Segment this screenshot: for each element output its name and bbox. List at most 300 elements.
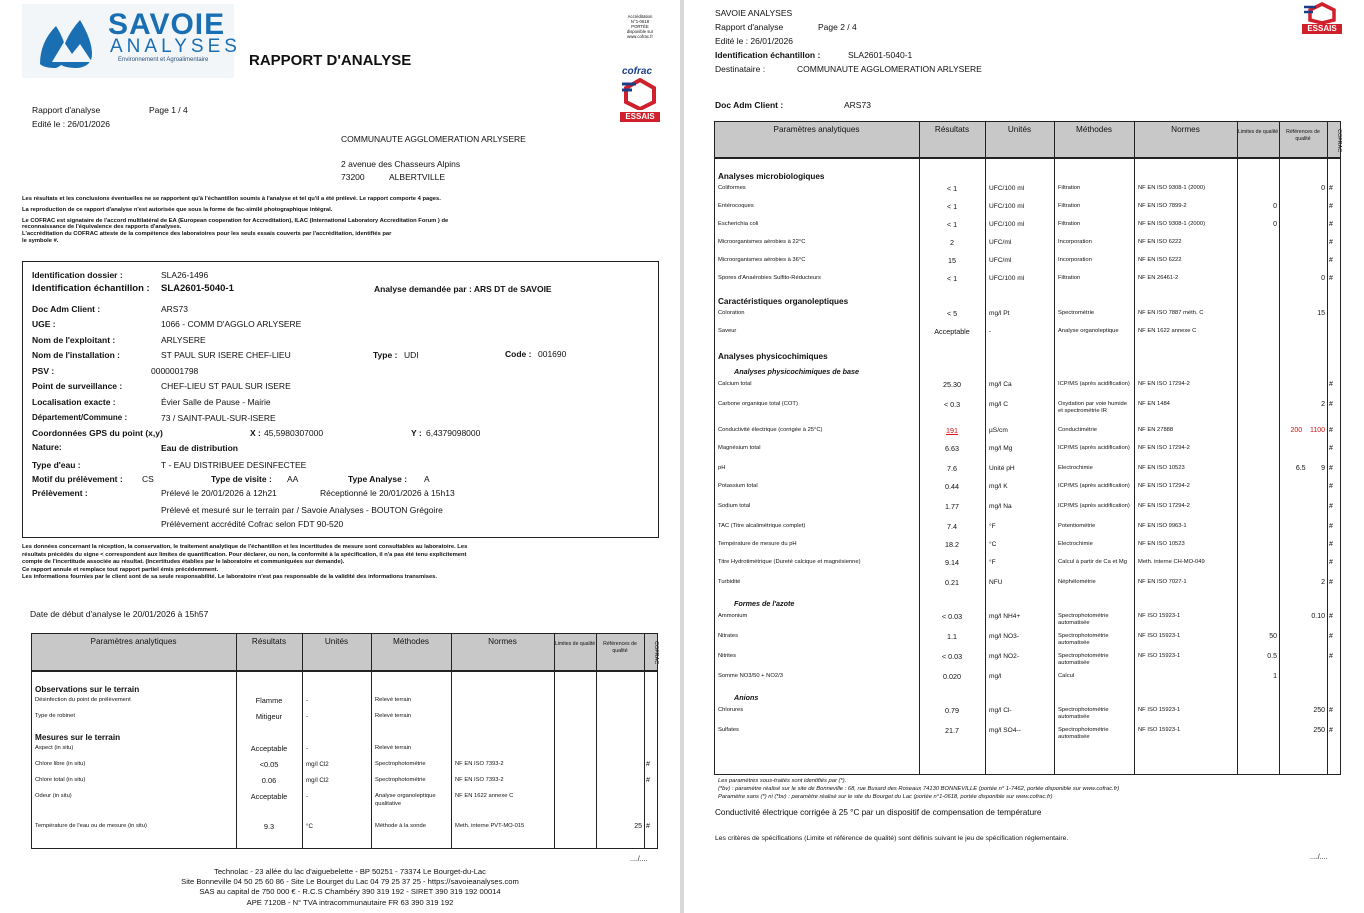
cell-r: 15 [948,256,956,265]
report-title: RAPPORT D'ANALYSE [249,52,412,69]
cell-p: Coloration [718,310,745,316]
column-divider [596,633,597,849]
psv-value: 0000001798 [151,366,199,376]
cell-n: NF EN ISO 9308-1 (2000) [1138,221,1206,227]
motif-value: CS [142,474,154,484]
localisation-value: Évier Salle de Pause - Mairie [161,397,271,407]
exploitant-value: ARLYSERE [161,335,206,345]
cell-p: Nitrates [718,633,738,639]
cell-c: # [646,823,650,830]
cell-c: # [1329,381,1333,388]
cell-p: Magnésium total [718,445,761,451]
water-drop-logo-icon [36,12,110,72]
cell-m: Spectrométrie [1058,310,1095,316]
code-label: Code : [505,349,532,359]
installation-label: Nom de l'installation : [32,350,120,360]
column-header: Unités [324,637,349,646]
cell-n: NF ISO 15923-1 [1138,613,1181,619]
cell-n: NF EN ISO 9308-1 (2000) [1138,185,1206,191]
cell-u: NFU [989,579,1003,586]
cell-ref: 2 [1321,579,1325,586]
column-divider [451,633,452,849]
cell-c: # [1329,633,1333,640]
section-subtitle: Formes de l'azote [734,599,795,608]
column-divider [644,633,645,849]
column-header: Unités [1007,125,1032,134]
cell-ref: 250 [1313,707,1325,714]
gps-label: Coordonnées GPS du point (x,y) [32,428,163,438]
visite-value: AA [287,474,299,484]
cell-u: mg/l Cl2 [306,761,329,768]
gps-y-label: Y : [411,428,422,438]
motif-label: Motif du prélèvement : [32,474,123,484]
column-header: Références de qualité [603,641,637,654]
receptionne-le: Réceptionné le 20/01/2026 à 15h13 [320,488,455,498]
cell-u: °F [989,559,996,566]
type-eau-label: Type d'eau : [32,460,81,470]
cell-m: Spectrophotométrie [375,761,426,767]
cell-r: 0.44 [945,482,959,491]
cell-c: # [1329,275,1333,282]
cell-l: 1 [1273,673,1277,680]
cell-n: NF EN ISO 9963-1 [1138,523,1187,529]
preleve-par: Prélevé et mesuré sur le terrain par / Savoie Analyses - BOUTON Grégoire [161,505,443,515]
cell-c: # [1329,523,1333,530]
section-title: Mesures sur le terrain [35,733,121,742]
cell-n: NF EN ISO 10523 [1138,541,1185,547]
cell-u: - [306,745,309,752]
cell-c: # [1329,427,1333,434]
type-label: Type : [373,350,398,360]
cofrac-logo [620,66,660,126]
cell-m: Electrochimie [1058,541,1093,547]
report-label: Rapport d'analyse [32,105,101,115]
column-header: Normes [1171,125,1200,134]
cell-m: Relevé terrain [375,745,412,751]
cell-u: - [306,713,309,720]
cofrac-hexagon-icon [622,78,658,110]
analysis-start-date: Date de début d'analyse le 20/01/2026 à 15h57 [30,609,209,619]
cell-p: Saveur [718,328,737,334]
cell-p: Microorganismes aérobies à 36°C [718,257,806,263]
conductivity-note: Conductivité électrique corrigée à 25 °C par un dispositif de compensation de température [715,808,1042,817]
cell-m: Filtration [1058,275,1081,281]
cell-m: Relevé terrain [375,697,412,703]
cell-c: # [1329,221,1333,228]
header-divider [31,671,658,672]
column-divider [554,633,555,849]
cell-m: Filtration [1058,221,1081,227]
gps-y-value: 6,4379098000 [426,428,481,438]
cell-u: UFC/100 ml [989,221,1025,228]
cell-r: 0.79 [945,706,959,715]
cell-r: < 1 [946,274,958,283]
cell-m: Conductimétrie [1058,427,1097,433]
echantillon-label: Identification échantillon : [32,283,150,294]
cell-p: Titre Hydrotimétrique (Dureté calcique et magnésienne) [718,559,861,565]
cell-ref: 200 1100 [1290,427,1325,434]
report-page-2 [684,0,1364,913]
column-divider [1279,121,1280,775]
p2-continue-marker: ..../.... [1310,854,1328,861]
cell-m: ICP/MS (après acidification) [1058,483,1130,489]
cell-u: °F [989,523,996,530]
cell-r: Flamme [255,696,283,705]
cell-r: Acceptable [250,792,288,801]
section-title: Observations sur le terrain [35,685,140,694]
cell-n: NF EN 1622 annexe C [1138,328,1197,334]
cell-c: # [1329,239,1333,246]
nature-value: Eau de distribution [161,443,238,453]
cell-m: Calcul à partir de Ca et Mg [1058,559,1127,565]
cell-u: mg/l Mg [989,445,1013,452]
cell-n: NF EN ISO 7887 méth. C [1138,310,1204,316]
cell-n: NF EN ISO 10523 [1138,465,1185,471]
cell-r: 21.7 [945,726,959,735]
section-title: Analyses microbiologiques [718,172,825,181]
prelevement-label: Prélèvement : [32,488,88,498]
p2-destinataire-label: Destinataire : [715,64,766,74]
cell-c: # [1329,541,1333,548]
cell-n: NF EN 27888 [1138,427,1174,433]
cell-r: 18.2 [945,540,959,549]
cell-r: < 1 [946,184,958,193]
p2-page-number: Page 2 / 4 [818,22,857,32]
cofrac-logo-text: cofrac [622,66,653,77]
column-header: Résultats [251,637,287,646]
cell-r: < 1 [946,202,958,211]
dossier-value: SLA26-1496 [161,270,209,280]
p2-edited-date: Edité le : 26/01/2026 [715,36,793,46]
cell-n: NF EN ISO 6222 [1138,239,1182,245]
cell-n: NF EN ISO 7393-2 [455,761,504,767]
recipient-postcode: 73200 [341,172,365,182]
cell-p: Aspect (in situ) [35,745,74,751]
doc-adm-value: ARS73 [161,304,188,314]
cell-ref: 0 [1321,185,1325,192]
p2-doc-adm-value: ARS73 [844,100,871,110]
cell-u: mg/l Cl2 [306,777,329,784]
lab-logo-name2: ANALYSES [110,36,241,57]
cell-u: mg/l NO3- [989,633,1020,640]
cell-l: 0 [1273,221,1277,228]
column-header: Paramètres analytiques [90,637,177,646]
cell-p: Chlorures [718,707,744,713]
cell-p: Potassium total [718,483,758,489]
cell-n: Meth. interne CH-MO-049 [1138,559,1205,565]
cell-n: NF EN 1484 [1138,401,1170,407]
cell-u: UFC/ml [989,257,1012,264]
cell-u: - [306,793,309,800]
doc-adm-label: Doc Adm Client : [32,304,101,314]
cell-c: # [1329,203,1333,210]
cell-n: NF EN ISO 17294-2 [1138,483,1190,489]
column-header: Paramètres analytiques [773,125,860,134]
cell-n: NF ISO 15923-1 [1138,653,1181,659]
p2-report-label: Rapport d'analyse [715,22,784,32]
cell-p: Type de robinet [35,713,75,719]
cell-u: mg/l Na [989,503,1012,510]
cell-c: # [1329,483,1333,490]
cell-r: Acceptable [250,744,288,753]
cell-p: TAC (Titre alcalimétrique complet) [718,523,806,529]
cell-u: mg/l Cl- [989,707,1012,714]
cell-c: # [646,777,650,784]
cell-r: 25.30 [943,380,961,389]
p2-destinataire-value: COMMUNAUTE AGGLOMERATION ARLYSERE [797,64,982,74]
cell-m: Spectrophotométrie automatisée [1058,653,1109,667]
header-divider [714,158,1341,159]
cell-p: Chlore libre (in situ) [35,761,86,767]
column-header: COFRAC [653,641,659,665]
legal-notices: Les résultats et les conclusions éventuelles ne se rapportent qu'à l'échantillon soumis à l'analyse et tel qu'il a été prélevé. Le rapport comporte 4 pages. La reproduction de ce rapport d'analyse n'est autorisée que sous la forme de fac-similé photographique intégral. Le COFRAC est signataire de l'accord multilatéral de EA (European cooperation for Accreditation), ILAC (International Laboratory Accreditation Forum ) de reconnaissance de l'équivalence des rapports d'analyses. L'accréditation du COFRAC atteste de la compétence des laboratoires pour les seuls essais couverts par l'accréditation, identifiés par le symbole #. [22,196,449,244]
cell-c: # [1329,613,1333,620]
cell-r: < 0.03 [941,612,963,621]
p2-cofrac-logo [1302,2,1342,36]
cell-m: ICP/MS (après acidification) [1058,503,1130,509]
cell-u: mg/l Pt [989,310,1010,317]
report-page-1 [0,0,680,913]
type-value: UDI [404,350,419,360]
type-analyse-value: A [424,474,430,484]
cell-n: Meth. interne PVT-MO-015 [455,823,525,829]
lab-logo-tagline: Environnement et Agroalimentaire [118,57,209,63]
cell-r: < 0.03 [941,652,963,661]
cell-l: 0.5 [1267,653,1277,660]
cell-u: - [306,697,309,704]
cell-m: Spectrophotométrie automatisée [1058,707,1109,721]
gps-x-label: X : [250,428,261,438]
cell-n: NF EN 1622 annexe C [455,793,514,799]
column-header: Méthodes [1076,125,1112,134]
column-divider [1134,121,1135,775]
cell-m: Spectrophotométrie automatisée [1058,633,1109,647]
cell-p: Nitrites [718,653,737,659]
departement-value: 73 / SAINT-PAUL-SUR-ISERE [161,413,276,423]
cell-m: Analyse organoleptique qualitative [375,793,436,807]
p2-doc-adm-label: Doc Adm Client : [715,100,784,110]
gps-x-value: 45,5980307000 [264,428,324,438]
cell-r: 7.6 [947,464,957,473]
column-header: Résultats [934,125,970,134]
lab-logo [22,4,241,78]
cell-c: # [1329,579,1333,586]
cell-m: Filtration [1058,185,1081,191]
cell-m: Méthode à la sonde [375,823,426,829]
cell-r: 1.1 [947,632,957,641]
column-divider [919,121,920,775]
cell-n: NF ISO 15923-1 [1138,633,1181,639]
p2-cofrac-hexagon-icon [1304,2,1340,24]
cell-c: # [1329,503,1333,510]
column-divider [302,633,303,849]
cell-u: UFC/100 ml [989,203,1025,210]
cell-m: Spectrophotométrie [375,777,426,783]
p2-notes: Les paramètres sous-traités sont identifiés par (*). (*bv) : paramètre réalisé sur le site de Bonneville : 68, rue Busard des Roseaux 74130 BONNEVILLE (portée n° 1-7462, portée disponible sur www.cofrac.fr) Paramètre sans (*) ni (*bv) : paramètre réalisé sur le site du Bourget du Lac (portée n°1-0618, portée disponible sur www.cofrac.fr) [718,778,1120,801]
cell-m: Spectrophotométrie automatisée [1058,727,1109,741]
page-number: Page 1 / 4 [149,105,188,115]
reception-notices: Les données concernant la réception, la conservation, le traitement analytique de l'échantillon et les incertitudes de mesure sont consultables au laboratoire. Les résultats précédés du signe < correspondent aux limites de quantification. Pour déclarer, ou non, la conformité à la spécification, il n'a pas été tenu explicitement compte de l'incertitude associée au résultat. (Incertitudes établies par le laboratoire et communiquées sur demande). Ce rapport annule et remplace tout rapport partiel émis précédemment. Les informations fournies par le client sont de sa seule responsabilité. Le laboratoire n'est pas responsable de la validité des informations transmises. [22,544,468,581]
cell-p: Microorganismes aérobies à 22°C [718,239,806,245]
cell-p: Température de mesure du pH [718,541,797,547]
cell-u: UFC/100 ml [989,275,1025,282]
cell-c: # [1329,653,1333,660]
cell-ref: 2 [1321,401,1325,408]
cell-c: # [1329,465,1333,472]
cell-u: °C [306,823,313,830]
column-divider [371,633,372,849]
cell-m: Relevé terrain [375,713,412,719]
cell-r: < 1 [946,220,958,229]
cell-r: 191 [946,426,958,435]
cell-c: # [1329,185,1333,192]
cell-m: Incorporation [1058,257,1092,263]
cell-ref: 0 [1321,275,1325,282]
cell-r: < 5 [946,309,958,318]
p2-echantillon-label: Identification échantillon : [715,50,821,60]
section-subtitle: Analyses physicochimiques de base [734,367,860,376]
cell-r: Acceptable [934,327,970,336]
edited-date: Edité le : 26/01/2026 [32,119,110,129]
cell-p: Température de l'eau ou de mesure (in situ) [35,823,147,829]
cell-m: Calcul [1058,673,1075,679]
cell-p: Coliformes [718,185,746,191]
column-header: Méthodes [393,637,429,646]
cell-p: Carbone organique total (COT) [718,401,798,407]
accreditation-note: Accréditation N°1-0618 PORTÉE disponible sur www.cofrac.fr [626,14,654,39]
cell-n: NF EN ISO 17294-2 [1138,445,1190,451]
cell-m: ICP/MS (après acidification) [1058,381,1130,387]
cell-r: 2 [950,238,954,247]
p2-cofrac-essais-text: ESSAIS [1302,24,1342,34]
cell-n: NF EN 26461-2 [1138,275,1179,281]
column-header: Limites de qualité [554,641,596,647]
cell-n: NF ISO 15923-1 [1138,707,1181,713]
preleve-le: Prélevé le 20/01/2026 à 12h21 [161,488,277,498]
cell-p: Odeur (in situ) [35,793,72,799]
cell-n: NF EN ISO 7027-1 [1138,579,1187,585]
type-eau-value: T - EAU DISTRIBUEE DESINFECTEE [161,460,307,470]
cell-m: Filtration [1058,203,1081,209]
cell-r: 9.3 [263,822,275,831]
cell-p: Somme NO3/50 + NO2/3 [718,673,783,679]
column-divider [985,121,986,775]
echantillon-value: SLA2601-5040-1 [161,283,234,294]
cell-n: NF EN ISO 7393-2 [455,777,504,783]
cell-m: ICP/MS (après acidification) [1058,445,1130,451]
cell-p: Spores d'Anaérobies Sulfito-Réducteurs [718,275,821,281]
section-title: Caractéristiques organoleptiques [718,297,849,306]
p2-echantillon-value: SLA2601-5040-1 [848,50,913,60]
cell-r: 0.020 [943,672,961,681]
cell-u: Unité pH [989,465,1015,472]
psv-label: PSV : [32,366,55,376]
cell-ref: 250 [1313,727,1325,734]
analysis-requested: Analyse demandée par : ARS DT de SAVOIE [374,284,552,294]
results-table-page2 [714,121,1341,775]
installation-value: ST PAUL SUR ISERE CHEF-LIEU [161,350,291,360]
cell-u: µS/cm [989,427,1008,434]
uge-label: UGE : [32,319,56,329]
cell-u: UFC/ml [989,239,1012,246]
cell-ref: 15 [1317,310,1325,317]
cell-n: NF ISO 15923-1 [1138,727,1181,733]
cell-u: mg/l NH4+ [989,613,1021,620]
cell-r: Mitigeur [255,712,283,721]
code-value: 001690 [538,349,567,359]
cell-p: Sodium total [718,503,751,509]
visite-label: Type de visite : [211,474,272,484]
cell-m: Electrochimie [1058,465,1093,471]
section-subtitle: Anions [734,693,759,702]
cell-r: 1.77 [945,502,959,511]
cell-u: mg/l C [989,401,1009,408]
cell-r: <0.05 [259,760,279,769]
cell-u: - [989,328,992,335]
cell-u: mg/l Ca [989,381,1012,388]
cell-p: Chlore total (in situ) [35,777,86,783]
cell-p: Turbidité [718,579,741,585]
nature-label: Nature: [32,442,62,452]
cell-m: Oxydation par voie humide et spectrométrie IR [1058,401,1127,415]
cell-r: 9.14 [945,558,959,567]
cell-u: °C [989,541,997,548]
cell-p: Sulfates [718,727,739,733]
type-analyse-label: Type Analyse : [348,474,408,484]
cell-p: Désinfection du point de prélèvement [35,697,131,703]
cell-m: Incorporation [1058,239,1092,245]
dossier-label: Identification dossier : [32,270,123,280]
cell-r: 6.63 [945,444,959,453]
exploitant-label: Nom de l'exploitant : [32,335,116,345]
column-header: Références de qualité [1286,129,1320,142]
cell-n: NF EN ISO 17294-2 [1138,503,1190,509]
column-divider [1327,121,1328,775]
cell-u: mg/l K [989,483,1008,490]
recipient-name: COMMUNAUTE AGGLOMERATION ARLYSERE [341,134,526,144]
cell-m: Néphélométrie [1058,579,1096,585]
column-header: Limites de qualité [1237,129,1279,135]
column-divider [1237,121,1238,775]
cell-r: < 0.3 [943,400,961,409]
cell-c: # [1329,727,1333,734]
cell-m: Analyse organoleptique [1058,328,1119,334]
cell-r: 7.4 [947,522,957,531]
cell-ref: 0.10 [1311,613,1325,620]
cell-c: # [1329,445,1333,452]
cofrac-essais-text: ESSAIS [620,112,660,122]
cell-c: # [1329,257,1333,264]
surveillance-label: Point de surveillance : [32,381,123,391]
continue-marker: ..../.... [630,856,648,863]
results-table-page1 [31,633,658,849]
section-title: Analyses physicochimiques [718,352,828,361]
cell-r: 0.21 [945,578,959,587]
table-border [31,633,658,849]
departement-label: Département/Commune : [32,413,128,422]
cell-l: 0 [1273,203,1277,210]
column-divider [1054,121,1055,775]
cell-p: Entérocoques [718,203,754,209]
cell-p: Escherichia coli [718,221,759,227]
cell-u: UFC/100 ml [989,185,1025,192]
lab-logo-name: SAVOIE [108,8,226,41]
cell-p: pH [718,465,726,471]
cell-l: 50 [1269,633,1277,640]
column-header: Normes [488,637,517,646]
column-divider [236,633,237,849]
cell-p: Calcium total [718,381,752,387]
